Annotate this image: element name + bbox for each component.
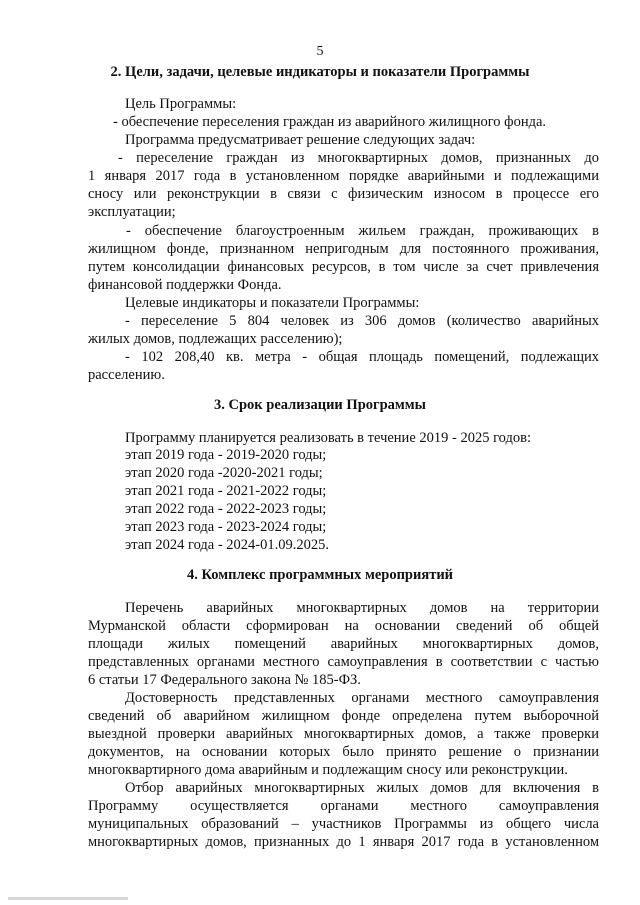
stage-2024: этап 2024 года - 2024-01.09.2025. bbox=[125, 537, 330, 553]
para2-line2: сведений об аварийном жилищном фонде определена путем выборочной bbox=[88, 708, 599, 724]
para3-line4: многоквартирных домов, признанных до 1 января 2017 года в установленном bbox=[88, 834, 599, 850]
tasks-intro: Программа предусматривает решение следующих задач: bbox=[125, 132, 476, 148]
para3-line1: Отбор аварийных многоквартирных жилых домов для включения в bbox=[125, 780, 599, 796]
task2-line2: жилищном фонде, признанном непригодным для постоянного проживания, bbox=[88, 241, 599, 257]
para1-line4: представленных органами местного самоуправления в соответствии с частью bbox=[88, 654, 599, 670]
para1-line2: Мурманской области сформирован на основании сведений об общей bbox=[88, 618, 599, 634]
task2-line3: путем консолидации финансовых ресурсов, в том числе за счет привлечения bbox=[88, 259, 599, 275]
para2-line1: Достоверность представленных органами местного самоуправления bbox=[125, 690, 599, 706]
para3-line3: муниципальных образований – участников Программы из общего числа bbox=[88, 816, 599, 832]
para2-line3: выездной проверки аварийных многоквартирных домов, а также проверки bbox=[88, 726, 599, 742]
goal-text: - обеспечение переселения граждан из аварийного жилищного фонда. bbox=[113, 114, 547, 130]
para1-line1: Перечень аварийных многоквартирных домов на территории bbox=[125, 600, 599, 616]
term-intro: Программу планируется реализовать в течение 2019 - 2025 годов: bbox=[125, 430, 531, 446]
section-3-heading: 3. Срок реализации Программы bbox=[214, 397, 426, 413]
para1-line3: площади жилых помещений аварийных многоквартирных домов, bbox=[88, 636, 599, 652]
task2-line1: - обеспечение благоустроенным жильем граждан, проживающих в bbox=[126, 223, 599, 239]
task1-line1: - переселение граждан из многоквартирных домов, признанных до bbox=[118, 150, 599, 166]
stage-2023: этап 2023 года - 2023-2024 годы; bbox=[125, 519, 327, 535]
stage-2019: этап 2019 года - 2019-2020 годы; bbox=[125, 447, 327, 463]
stage-2021: этап 2021 года - 2021-2022 годы; bbox=[125, 483, 327, 499]
task1-line4: эксплуатации; bbox=[88, 204, 176, 220]
indicator2-line1: - 102 208,40 кв. метра - общая площадь помещений, подлежащих bbox=[125, 349, 599, 365]
indicators-title: Целевые индикаторы и показатели Программы: bbox=[125, 295, 420, 311]
indicator2-line2: расселению. bbox=[88, 367, 165, 383]
page-number: 5 bbox=[316, 44, 324, 59]
para2-line5: многоквартирного дома аварийным и подлежащим сносу или реконструкции. bbox=[88, 762, 568, 778]
indicator1-line2: жилых домов, подлежащих расселению); bbox=[88, 331, 343, 347]
para2-line4: документов, на основании которых было принято решение о признании bbox=[88, 744, 599, 760]
task1-line3: сносу или реконструкции в связи с физическим износом в процессе его bbox=[88, 186, 599, 202]
stage-2020: этап 2020 года -2020-2021 годы; bbox=[125, 465, 323, 481]
task1-line2: 1 января 2017 года в установленном порядке аварийными и подлежащими bbox=[88, 168, 599, 184]
section-4-heading: 4. Комплекс программных мероприятий bbox=[186, 567, 454, 583]
indicator1-line1: - переселение 5 804 человек из 306 домов (количество аварийных bbox=[125, 313, 599, 329]
goal-label: Цель Программы: bbox=[125, 96, 237, 112]
stage-2022: этап 2022 года - 2022-2023 годы; bbox=[125, 501, 327, 517]
para3-line2: Программу осуществляется органами местного самоуправления bbox=[88, 798, 599, 814]
section-2-heading: 2. Цели, задачи, целевые индикаторы и показатели Программы bbox=[110, 64, 530, 80]
scan-edge-mark bbox=[8, 897, 128, 900]
para1-line5: 6 статьи 17 Федерального закона № 185-ФЗ. bbox=[88, 672, 361, 688]
task2-line4: финансовой поддержки Фонда. bbox=[88, 277, 282, 293]
